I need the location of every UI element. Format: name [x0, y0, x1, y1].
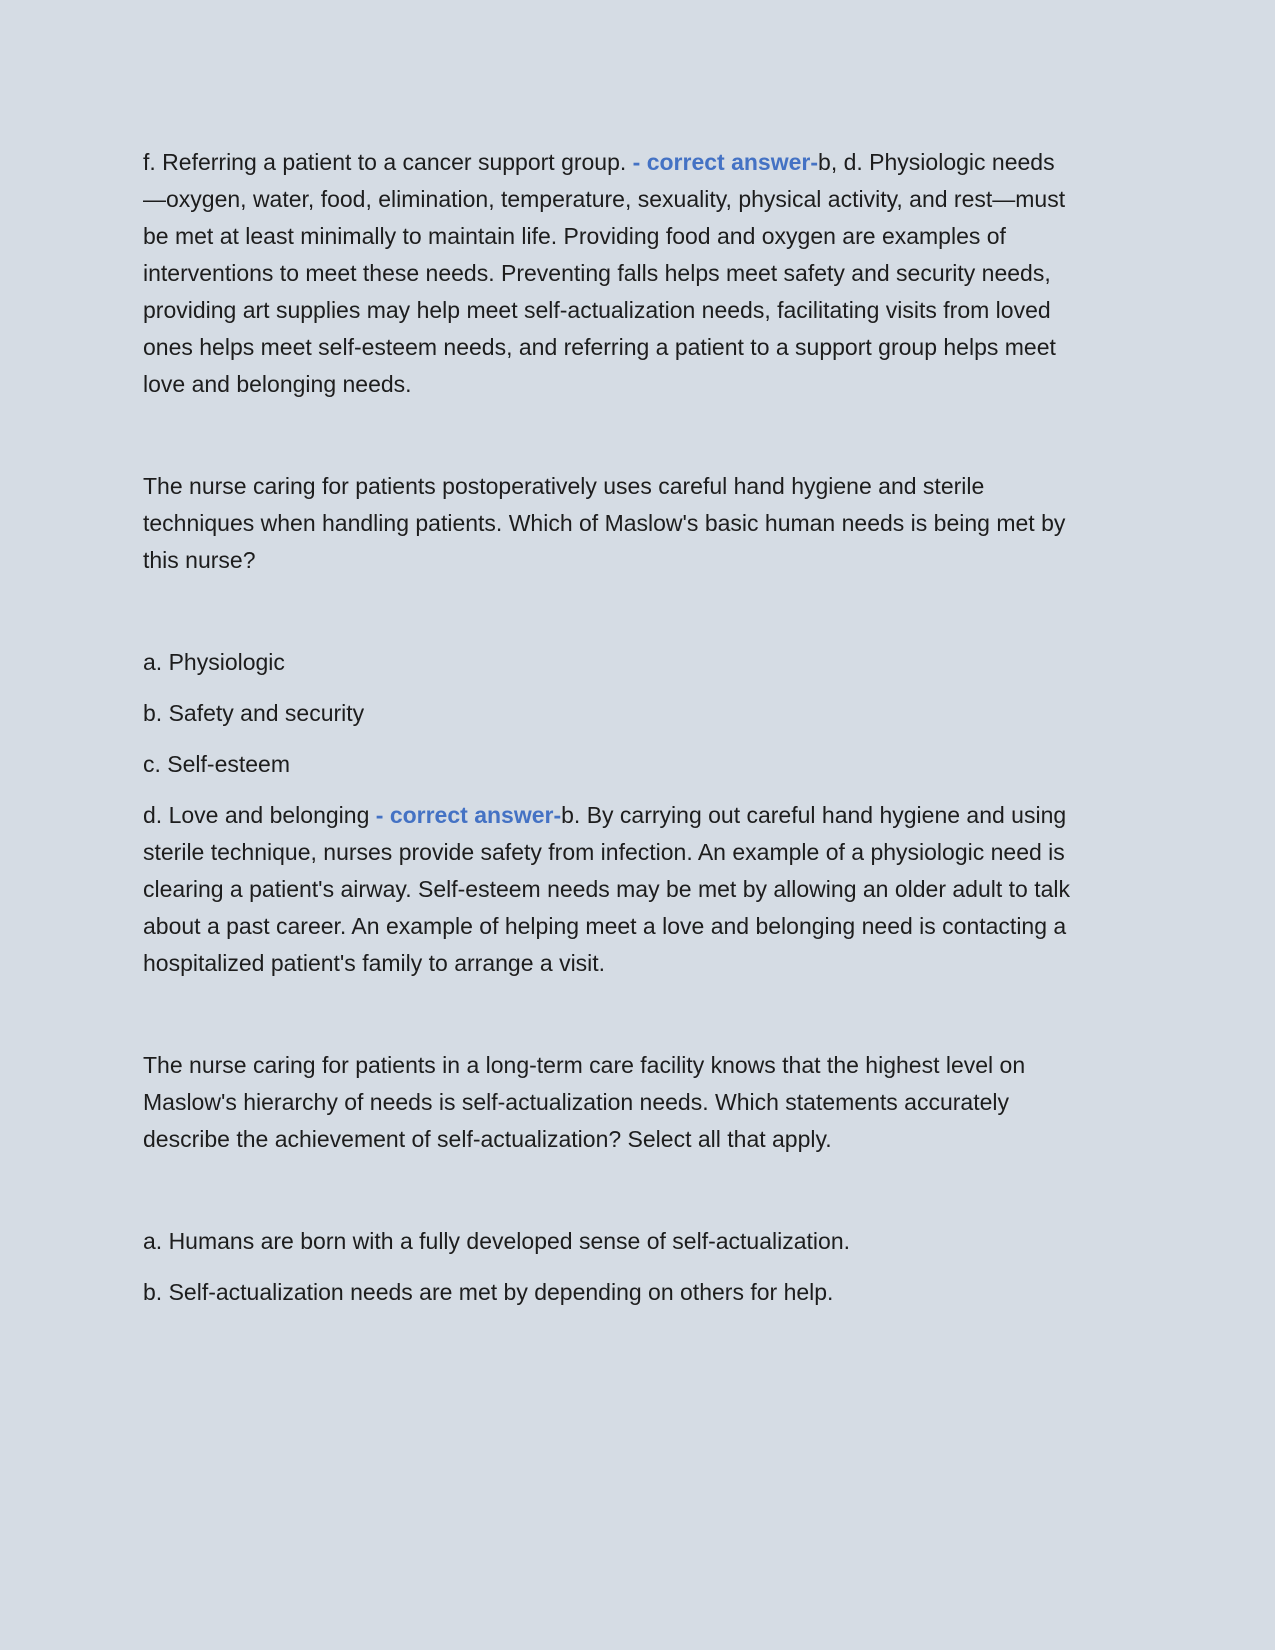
paragraph-option-a — [143, 1223, 1075, 1260]
text-run: a. Humans are born with a fully developed sense of self-actualization. — [143, 1228, 851, 1254]
paragraph-answer-explanation — [143, 144, 1075, 403]
paragraph-option-c — [143, 746, 1075, 783]
text-run: b. By carrying out careful hand hygiene and using sterile technique, nurses provide safety from infection. An example of a physiologic need is clearing a patient's airway. Self-esteem needs may be met by allowing an older adult to talk about a past career. An example of helping meet a love and belonging need is contacting a hospitalized patient's family to arrange a visit. — [143, 802, 1071, 976]
text-run: b, d. Physiologic needs—oxygen, water, food, elimination, temperature, sexuality, physical activity, and rest—must be met at least minimally to maintain life. Providing food and oxygen are examples of interventions to meet these needs. Preventing falls helps meet safety and security needs, providing art supplies may help meet self-actualization needs, facilitating visits from loved ones helps meet self-esteem needs, and referring a patient to a support group helps meet love and belonging needs. — [143, 149, 1066, 397]
correct-answer-marker: - correct answer- — [375, 802, 562, 828]
text-run: b. Self-actualization needs are met by depending on others for help. — [143, 1279, 834, 1305]
text-run: a. Physiologic — [143, 649, 285, 675]
text-run: b. Safety and security — [143, 700, 365, 726]
text-run: f. Referring a patient to a cancer support group. — [143, 149, 633, 175]
document-text-column — [143, 144, 1075, 1325]
paragraph-question — [143, 468, 1075, 579]
text-run: c. Self-esteem — [143, 751, 290, 777]
paragraph-option-b — [143, 695, 1075, 732]
text-run: d. Love and belonging — [143, 802, 376, 828]
paragraph-option-b — [143, 1274, 1075, 1311]
correct-answer-marker: - correct answer- — [632, 149, 819, 175]
blank-line — [143, 1172, 1075, 1209]
paragraph-question — [143, 1047, 1075, 1158]
blank-line — [143, 593, 1075, 630]
blank-line — [143, 996, 1075, 1033]
text-run: The nurse caring for patients in a long-term care facility knows that the highest level on Maslow's hierarchy of needs is self-actualization needs. Which statements accurately describe the achievement of self-actualization? Select all that apply. — [143, 1052, 1026, 1152]
paragraph-option-d-answer-explanation — [143, 797, 1075, 982]
blank-line — [143, 417, 1075, 454]
text-run: The nurse caring for patients postoperatively uses careful hand hygiene and sterile techniques when handling patients. Which of Maslow's basic human needs is being met by this nurse? — [143, 473, 1066, 573]
paragraph-option-a — [143, 644, 1075, 681]
